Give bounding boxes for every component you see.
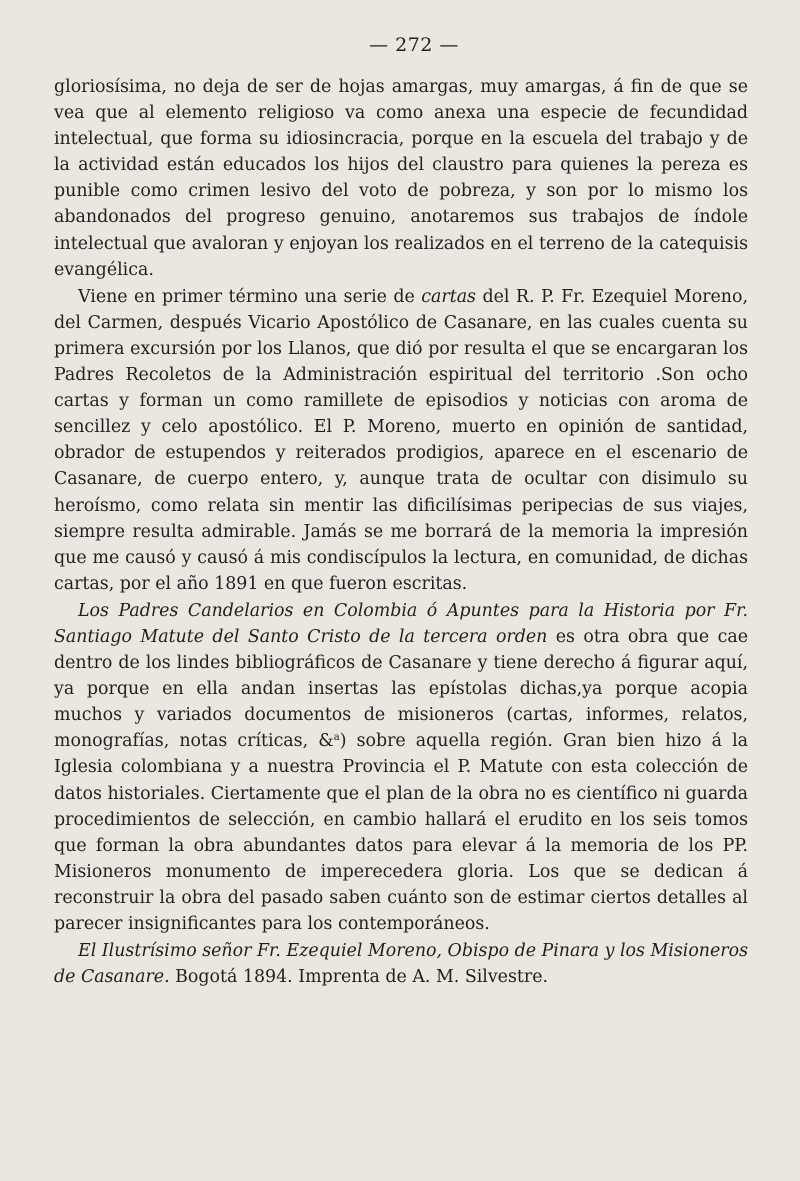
paragraph-3-text-b: es otra obra que cae dentro de los lindes bibliográficos de Casanare y tiene derecho á figurar aquí, ya porque en ella andan insertas las epístolas dichas,ya porque acopia muchos y variados documentos de misioneros (cartas, informes, relatos, monografías, notas críticas, &	[54, 626, 748, 752]
paragraph-4	[54, 938, 748, 990]
paragraph-3-superscript: a	[333, 732, 340, 744]
paragraph-2-text-c: del R. P. Fr. Ezequiel Moreno, del Carmen, después Vicario Apostólico de Casanare, en las cuales cuenta su primera excursión por los Llanos, que dió por resulta el que se encargaran los Padres Recoletos de la Administración espiritual del territorio .Son ocho cartas y forman un como ramillete de episodios y noticias con aroma de sencillez y celo apostólico. El P. Moreno, muerto en opinión de santidad, obrador de estupendos y reiterados prodigios, aparece en el escenario de Casanare, de cuerpo entero, y, aunque trata de ocultar con disimulo su heroísmo, como relata sin mentir las dificilísimas peripecias de sus viajes, siempre resulta admirable. Jamás se me borrará de la memoria la impresión que me causó y causó á mis condiscípulos la lectura, en comunidad, de dichas cartas, por el año 1891 en que fueron escritas.	[54, 286, 748, 594]
paragraph-4-imprint: Bogotá 1894. Imprenta de A. M. Silvestre.	[169, 967, 549, 988]
paragraph-2-italic-cartas: cartas	[421, 286, 476, 307]
paragraph-2-text-a: Viene en primer término una serie de	[78, 286, 422, 307]
page-number: — 272 —	[369, 34, 459, 56]
paragraph-3-text-c: ) sobre aquella región. Gran bien hizo á la Iglesia colombiana y a nuestra Provincia el P. Matute con esta colección de datos historiales. Ciertamente que el plan de la obra no es científico ni guarda procedimientos de selección, en cambio hallará el erudito en los seis tomos que forman la obra abundantes datos para elevar á la memoria de los PP. Misioneros monumento de imperecedera gloria. Los que se dedican á reconstruir la obra del pasado saben cuánto son de estimar ciertos detalles al parecer insignificantes para los contemporáneos.	[54, 731, 748, 934]
paragraph-1: gloriosísima, no deja de ser de hojas amargas, muy amargas, á fin de que se vea que al elemento religioso va como anexa una especie de fecundidad intelectual, que forma su idiosincracia, porque en la escuela del trabajo y de la actividad están educados los hijos del claustro para quienes la pereza es punible como crimen lesivo del voto de pobreza, y son por lo mismo los abandonados del progreso genuino, anotaremos sus trabajos de índole intelectual que avaloran y enjoyan los realizados en el terreno de la catequisis evangélica.	[54, 77, 748, 280]
paragraph-2	[54, 284, 748, 597]
paragraph-3	[54, 598, 748, 937]
paragraph-3-book-title: Los Padres Candelarios en Colombia ó Apuntes para la Historia por Fr. Santiago Matute del Santo Cristo de la tercera orden	[54, 600, 748, 647]
paragraph-4-book-title: El Ilustrísimo señor Fr. Ezequiel Moreno, Obispo de Pinara y los Misioneros de Casanare.	[54, 941, 748, 988]
